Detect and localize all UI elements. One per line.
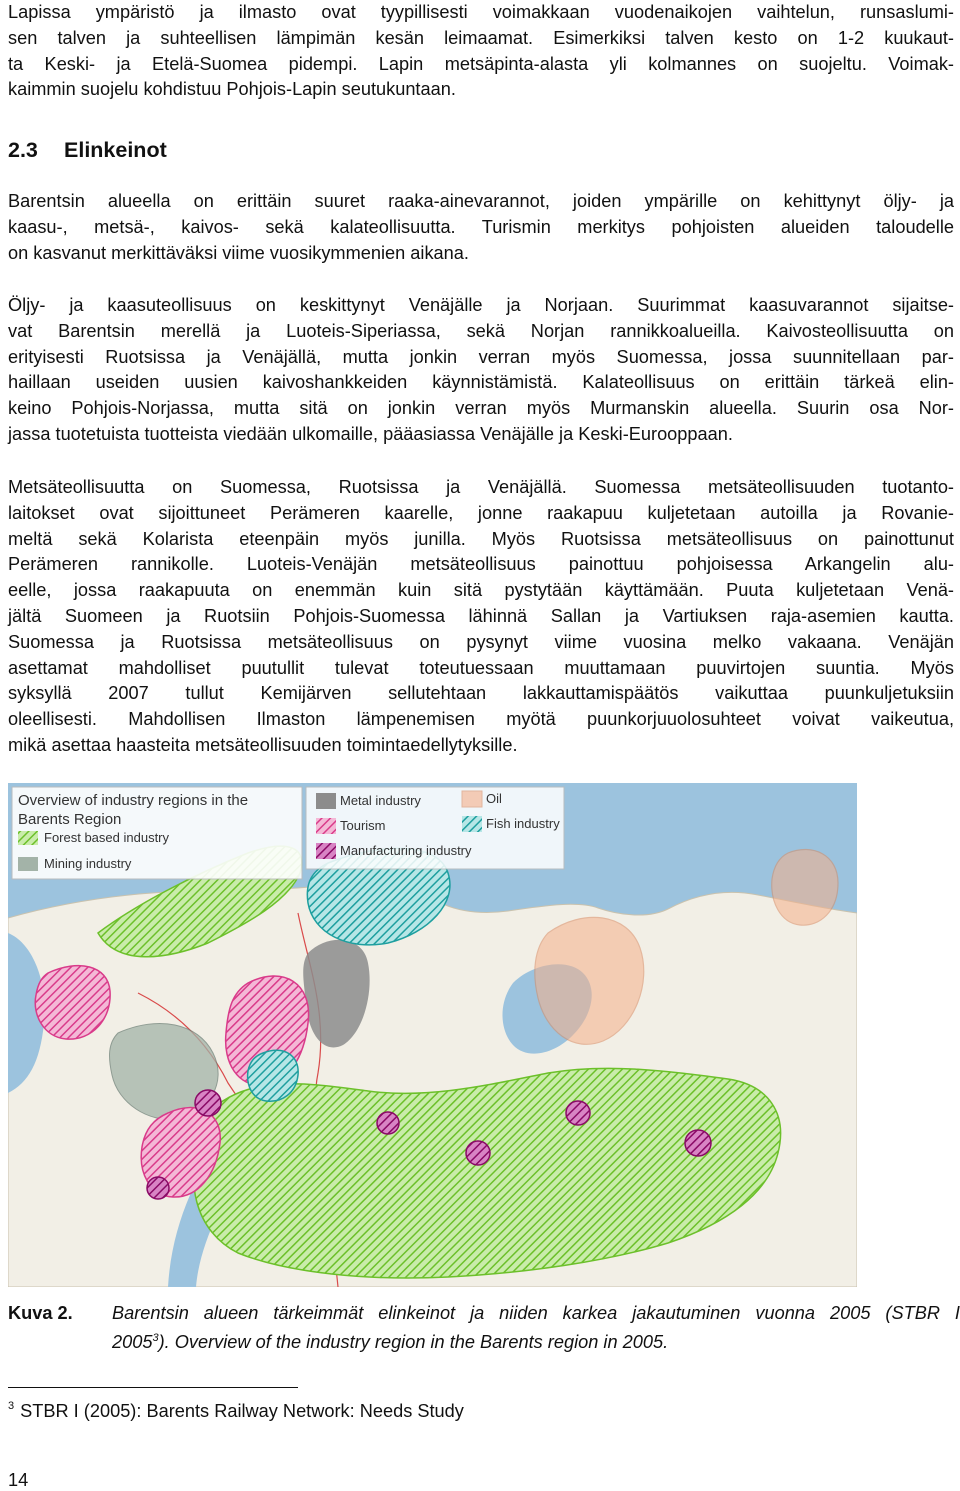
legend-swatch-metal (316, 793, 336, 809)
map-region-oil-2 (772, 850, 838, 926)
text-line: mikä asettaa haasteita metsäteollisuuden toimintaedellytyksille. (8, 734, 518, 755)
caption-english: ). Overview of the industry region in the Barents region in 2005. (158, 1332, 669, 1353)
text-line: meltä sekä Kolarista eteenpäin myös junilla. Myös Ruotsissa metsäteollisuus on painottunut (8, 528, 954, 549)
map-title-line1: Overview of industry regions in the (18, 792, 249, 809)
legend-swatch-mining (18, 857, 38, 871)
map-legend-right (306, 787, 564, 869)
text-line: Lapissa ympäristö ja ilmasto ovat tyypillisesti voimakkaan vuodenaikojen vaihtelun, runsaslumi- (8, 2, 954, 22)
legend-swatch-fish (462, 816, 482, 832)
text-line: asettamat mahdolliset puutullit tulevat toteutuessaan muuttamaan puuvirtojen suuntia. Myös (8, 657, 954, 678)
legend-swatch-oil (462, 791, 482, 807)
text-line: laitokset ovat sijoittuneet Perämeren kaarelle, jonne raakapuu kuljetetaan autoilla ja Rovanie- (8, 502, 954, 523)
legend-label-forest: Forest based industry (44, 830, 170, 845)
legend-label-fish: Fish industry (486, 816, 560, 831)
caption-year: 2005 (112, 1332, 153, 1353)
figure-label: Kuva 2. (8, 1303, 73, 1323)
text-line: erityisesti Ruotsissa ja Venäjällä, mutta jonkin verran myös Suomessa, jossa suunnitellaan par- (8, 346, 954, 367)
text-line: eelle, jossa raakapuuta on enemmän kuin sitä pystytään käyttämään. Puuta kuljetetaan Venä- (8, 580, 954, 601)
legend-label-mining: Mining industry (44, 856, 132, 871)
footnote-text: STBR I (2005): Barents Railway Network: Needs Study (20, 1401, 464, 1421)
text-line: Metsäteollisuutta on Suomessa, Ruotsissa ja Venäjällä. Suomessa metsäteollisuuden tuotanto- (8, 477, 954, 497)
legend-swatch-tourism (316, 818, 336, 834)
section-title: Elinkeinot (64, 138, 167, 162)
text-line: haillaan useiden uusien kaivoshankkeiden käynnistämistä. Kalateollisuus on erittäin tärkeä elin- (8, 372, 954, 393)
caption-footnote-ref: 3 (152, 1332, 159, 1344)
legend-label-oil: Oil (486, 791, 502, 806)
industry-map (8, 783, 857, 1287)
text-line: oleellisesti. Mahdollisen Ilmaston lämpenemisen myötä puunkorjuuolosuhteet voivat vaikeutua, (8, 709, 954, 730)
paragraph-oil-gas (8, 293, 954, 448)
caption-line-1: Barentsin alueen tärkeimmät elinkeinot ja niiden karkea jakautuminen vuonna 2005 (STBR I (112, 1303, 960, 1323)
paragraph-resources (8, 189, 954, 266)
footnote-mark: 3 (8, 1400, 15, 1412)
footnote (8, 1400, 464, 1422)
text-line: syksyllä 2007 tullut Kemijärven sellutehtaan lakkauttamispäätös vaikuttaa puunkuljetuksiin (8, 683, 954, 704)
legend-swatch-manufacturing (316, 843, 336, 859)
text-line: jassa tuotetuista tuotteista viedään ulkomaille, pääasiassa Venäjälle ja Keski-Eurooppaan. (8, 423, 733, 444)
text-line: kaasu-, metsä-, kaivos- sekä kalateollisuutta. Turismin merkitys pohjoisten alueiden taloudelle (8, 216, 954, 237)
text-line: Öljy- ja kaasuteollisuus on keskittynyt Venäjälle ja Norjaan. Suurimmat kaasuvarannot sijaitse- (8, 295, 954, 315)
text-line: jältä Suomeen ja Ruotsiin Pohjois-Suomessa lähinnä Sallan ja Vartiuksen raja-asemien kautta. (8, 605, 954, 626)
map-legend (12, 787, 302, 879)
section-number: 2.3 (8, 138, 38, 162)
map-title-line2: Barents Region (18, 811, 122, 828)
text-line: Suomessa ja Ruotsissa metsäteollisuus on pysynyt viime vuosina melko vakaana. Venäjän (8, 631, 954, 652)
text-line: kaimmin suojelu kohdistuu Pohjois-Lapin seutukuntaan. (8, 79, 456, 100)
text-line: vat Barentsin merellä ja Luoteis-Siperiassa, sekä Norjan rannikkoalueilla. Kaivosteollisuutta on (8, 320, 954, 341)
page-number: 14 (8, 1470, 29, 1490)
section-heading (8, 138, 167, 163)
text-line: sen talven ja suhteellisen lämpimän kesän leimaamat. Esimerkiksi talven kesto on 1-2 kuukaut- (8, 27, 954, 48)
legend-label-metal: Metal industry (340, 793, 421, 808)
caption-line-2 (112, 1326, 960, 1355)
legend-label-tourism: Tourism (340, 818, 386, 833)
text-line: keino Pohjois-Norjassa, mutta sitä on jonkin verran myös Murmanskin alueella. Suurin osa Nor- (8, 398, 954, 419)
intro-paragraph (8, 0, 954, 103)
text-line: Barentsin alueella on erittäin suuret raaka-ainevarannot, joiden ympärille on kehittynyt öljy- ja (8, 191, 954, 211)
text-line: on kasvanut merkittäväksi viime vuosikymmenien aikana. (8, 242, 469, 263)
text-line: Perämeren rannikolle. Luoteis-Venäjän metsäteollisuus painottuu pohjoisessa Arkangelin alu- (8, 554, 954, 575)
paragraph-forestry (8, 475, 954, 759)
legend-label-manufacturing: Manufacturing industry (340, 843, 472, 858)
figure-caption-text (112, 1301, 960, 1355)
text-line: ta Keski- ja Etelä-Suomea pidempi. Lapin metsäpinta-alasta yli kolmannes on suojeltu. Voimak- (8, 53, 954, 74)
legend-swatch-forest (18, 831, 38, 845)
footnote-separator (8, 1387, 298, 1388)
